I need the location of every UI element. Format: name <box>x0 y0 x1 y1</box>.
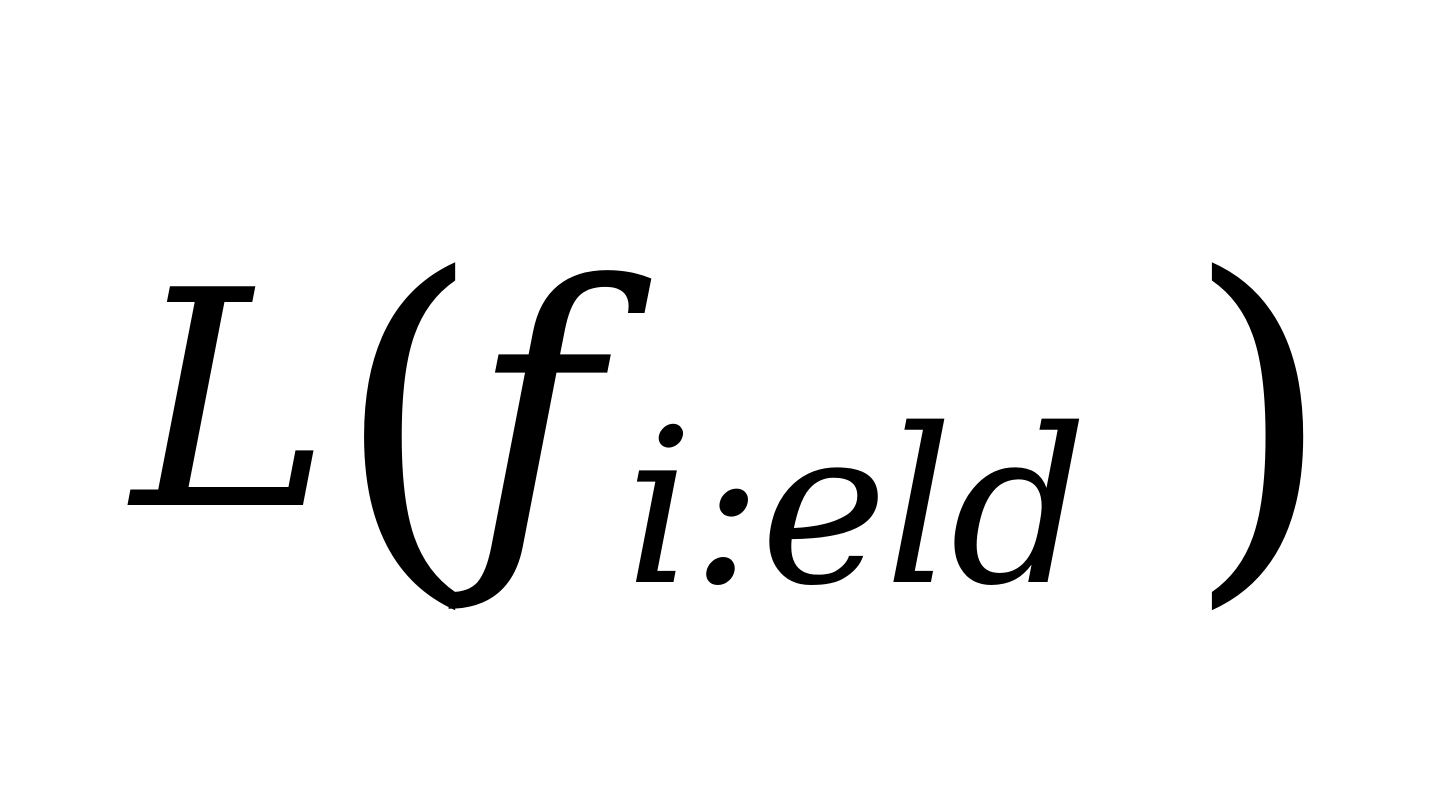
function-name: L <box>132 227 332 576</box>
open-parenthesis: ( <box>334 198 483 641</box>
subscript: i:eld <box>625 382 1085 633</box>
inner-function: f <box>470 211 600 619</box>
close-parenthesis: ) <box>1185 198 1334 641</box>
